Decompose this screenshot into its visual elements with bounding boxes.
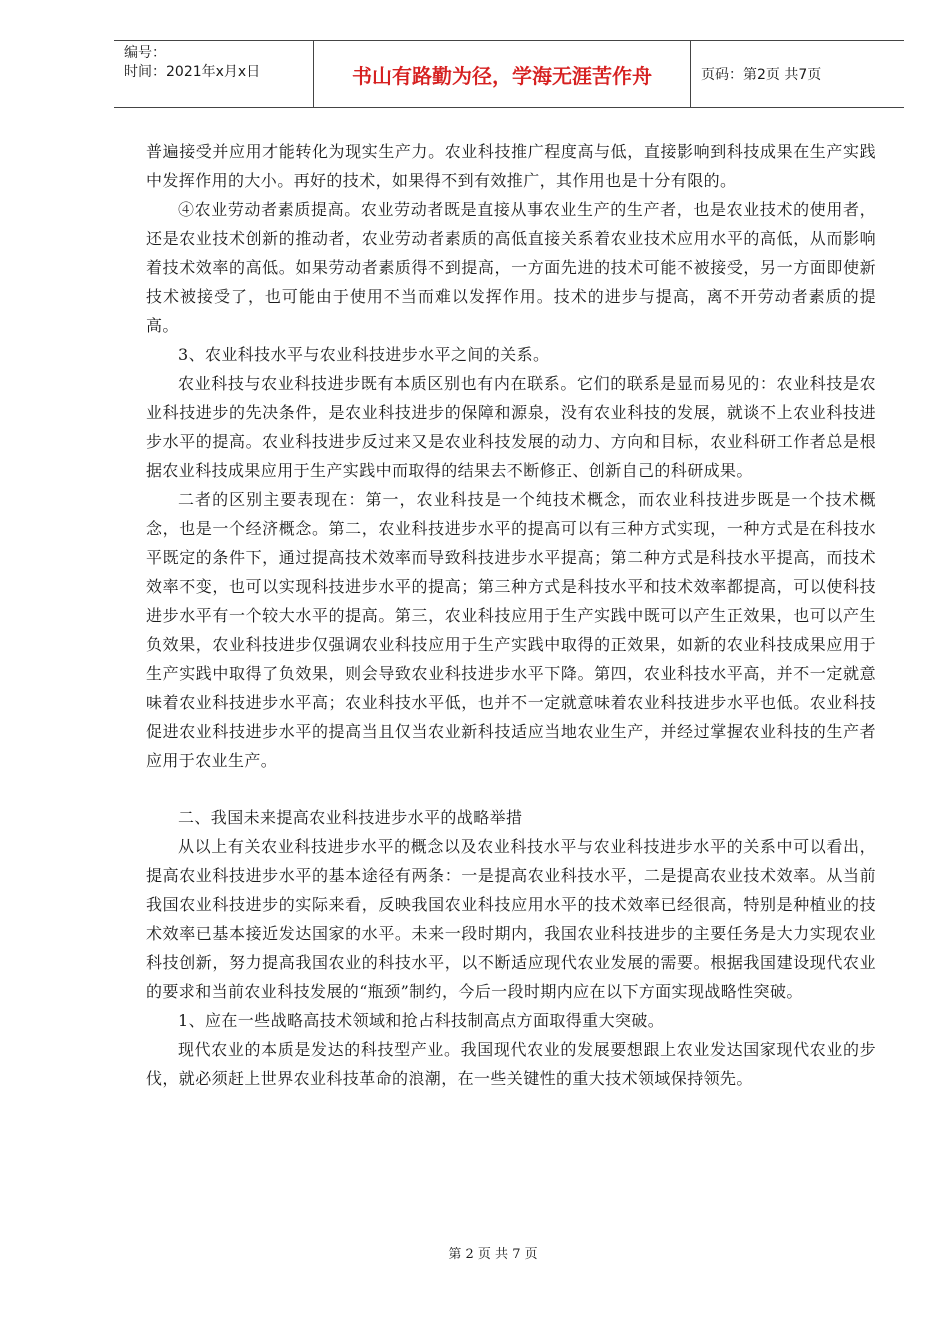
header-meta: [114, 41, 314, 107]
paragraph: 农业科技与农业科技进步既有本质区别也有内在联系。它们的联系是显而易见的：农业科技是农业科技进步的先决条件，是农业科技进步的保障和源泉，没有农业科技的发展，就谈不上农业科技进步水平的提高。农业科技进步反过来又是农业科技发展的动力、方向和目标，农业科研工作者总是根据农业科技成果应用于生产实践中而取得的结果去不断修正、创新自己的科研成果。: [146, 374, 876, 480]
header-motto: 书山有路勤为径，学海无涯苦作舟: [314, 41, 691, 107]
document-body: [146, 137, 876, 1093]
page-footer: 第 2 页 共 7 页: [448, 1247, 538, 1262]
section-heading: 1、应在一些战略高技术领域和抢占科技制高点方面取得重大突破。: [178, 1011, 665, 1030]
header-page-number: 页码：第2页 共7页: [701, 67, 822, 83]
section-heading: 3、农业科技水平与农业科技进步水平之间的关系。: [178, 345, 550, 364]
paragraph: 普遍接受并应用才能转化为现实生产力。农业科技推广程度高与低，直接影响到科技成果在生产实践中发挥作用的大小。再好的技术，如果得不到有效推广，其作用也是十分有限的。: [146, 142, 876, 190]
header-number: 编号：: [124, 45, 166, 61]
paragraph: 二者的区别主要表现在：第一，农业科技是一个纯技术概念，而农业科技进步既是一个技术概念，也是一个经济概念。第二，农业科技进步水平的提高可以有三种方式实现，一种方式是在科技水平既定的条件下，通过提高技术效率而导致科技进步水平提高；第二种方式是科技水平提高，而技术效率不变，也可以实现科技进步水平的提高；第三种方式是科技水平和技术效率都提高，可以使科技进步水平有一个较大水平的提高。第三，农业科技应用于生产实践中既可以产生正效果，也可以产生负效果，农业科技进步仅强调农业科技应用于生产实践中取得的正效果，如新的农业科技成果应用于生产实践中取得了负效果，则会导致农业科技进步水平下降。第四，农业科技水平高，并不一定就意味着农业科技进步水平高；农业科技水平低，也并不一定就意味着农业科技进步水平也低。农业科技促进农业科技进步水平的提高当且仅当农业新科技适应当地农业生产，并经过掌握农业科技的生产者应用于农业生产。: [146, 490, 876, 770]
spacer: [146, 775, 876, 803]
paragraph: 现代农业的本质是发达的科技型产业。我国现代农业的发展要想跟上农业发达国家现代农业的步伐，就必须赶上世界农业科技革命的浪潮，在一些关键性的重大技术领域保持领先。: [146, 1040, 876, 1088]
header-time: 时间：2021年x月x日: [124, 64, 261, 80]
page-header: [114, 40, 904, 108]
paragraph: ④农业劳动者素质提高。农业劳动者既是直接从事农业生产的生产者，也是农业技术的使用者，还是农业技术创新的推动者，农业劳动者素质的高低直接关系着农业技术应用水平的高低，从而影响着技术效率的高低。如果劳动者素质得不到提高，一方面先进的技术可能不被接受，另一方面即使新技术被接受了，也可能由于使用不当而难以发挥作用。技术的进步与提高，离不开劳动者素质的提高。: [146, 200, 876, 335]
paragraph: 从以上有关农业科技进步水平的概念以及农业科技水平与农业科技进步水平的关系中可以看出，提高农业科技进步水平的基本途径有两条：一是提高农业科技水平，二是提高农业技术效率。从当前我国农业科技进步的实际来看，反映我国农业科技应用水平的技术效率已经很高，特别是种植业的技术效率已基本接近发达国家的水平。未来一段时期内，我国农业科技进步的主要任务是大力实现农业科技创新，努力提高我国农业的科技水平，以不断适应现代农业发展的需要。根据我国建设现代农业的要求和当前农业科技发展的“瓶颈”制约，今后一段时期内应在以下方面实现战略性突破。: [146, 837, 876, 1001]
section-heading: 二、我国未来提高农业科技进步水平的战略举措: [178, 808, 523, 827]
